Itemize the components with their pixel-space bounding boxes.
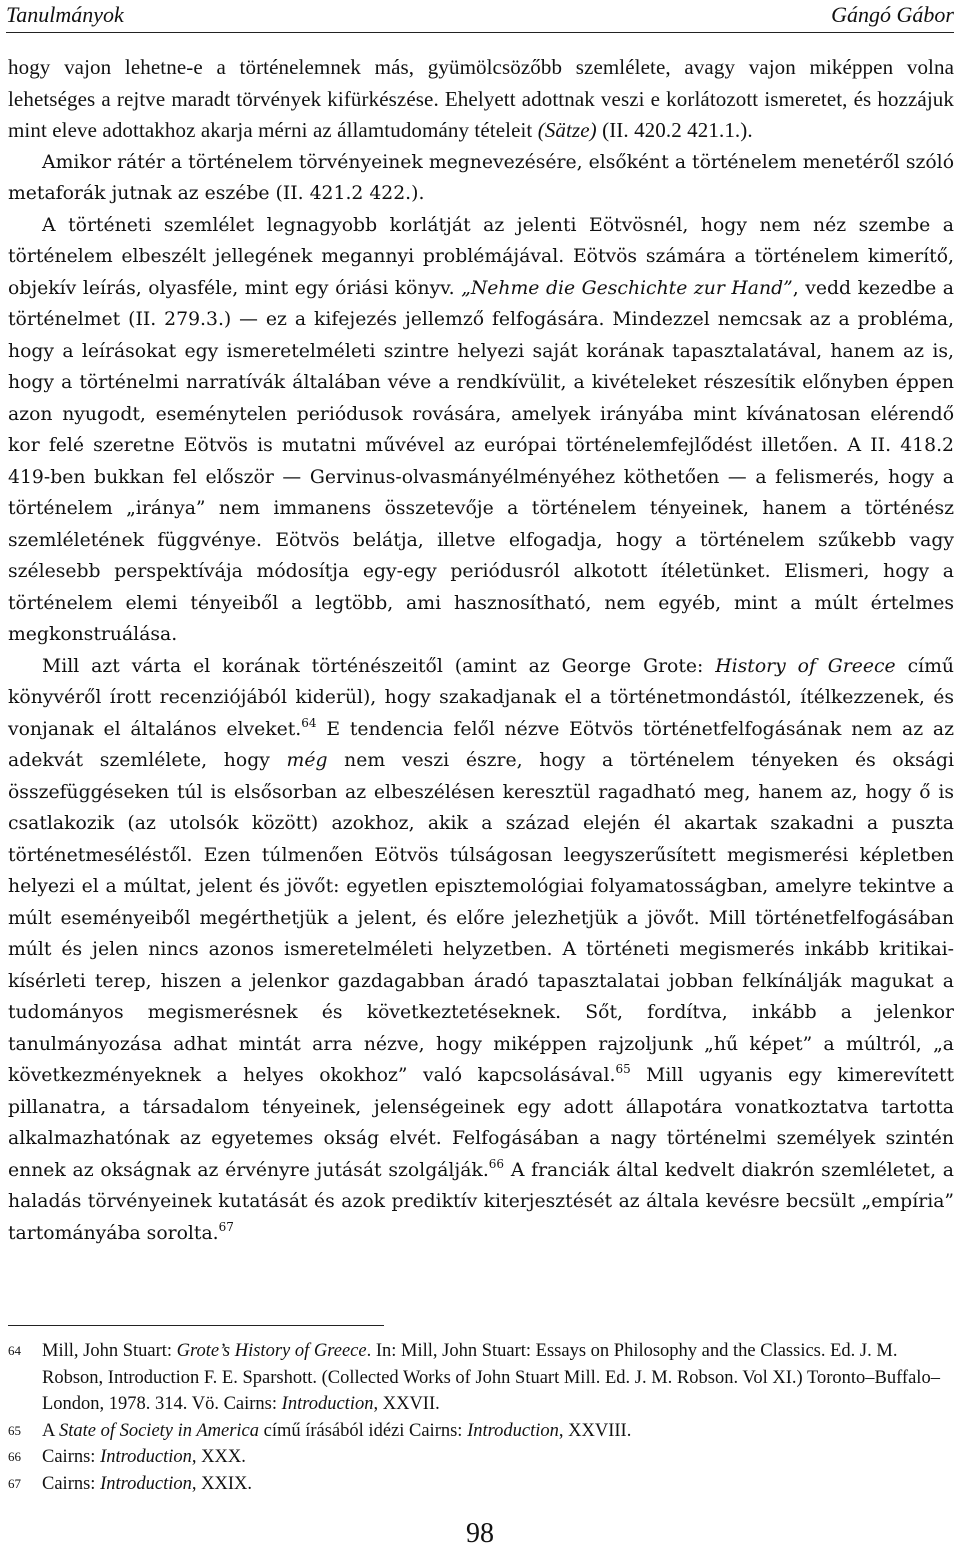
italic-text: State of Society in America xyxy=(58,1420,259,1441)
text-span: A xyxy=(42,1420,59,1441)
text-span: Mill azt várta el korának történészeitől (amint az George Grote: xyxy=(42,655,716,677)
footnote-number: 65 xyxy=(8,1422,21,1438)
italic-text: Introduction xyxy=(467,1420,559,1441)
text-span: , XXIX. xyxy=(191,1473,253,1494)
text-span: , XXX. xyxy=(191,1447,246,1467)
italic-text: még xyxy=(286,750,328,771)
footnote-ref-67[interactable]: 67 xyxy=(218,1219,234,1234)
footnote-65 xyxy=(8,1418,954,1445)
italic-text: Introduction xyxy=(100,1473,192,1494)
text-span: című könyvéről írott recenziójából kiderül), hogy szakadjanak el a történetmondástól, ítélkezzenek, és vonjanak el általános elveket. xyxy=(8,655,954,740)
text-span: Cairns: xyxy=(42,1473,101,1494)
footnote-number: 64 xyxy=(8,1343,21,1358)
text-span: , XXVII. xyxy=(373,1394,440,1414)
section-title: Tanulmányok xyxy=(6,2,124,27)
text-span: hogy vajon lehetne-e a történelemnek más, gyümölcsözőbb szemlélete, avagy vajon miképpen volna lehetséges a rejtve maradt törvények kifürkészése. Ehelyett adottnak veszi e korlátozott ismeretet, és hozzájuk mint eleve adottakhoz akarja mérni az államtudomány tételeit xyxy=(8,55,954,142)
paragraph-4 xyxy=(8,651,954,1250)
paragraph-1 xyxy=(8,52,954,147)
italic-text: Introduction xyxy=(100,1447,192,1467)
footnote-ref-66[interactable]: 66 xyxy=(488,1156,505,1171)
text-span: (II. 420.2 421.1.). xyxy=(596,118,753,142)
footnote-number: 66 xyxy=(8,1449,21,1464)
paragraph-2: Amikor rátér a történelem törvényeinek megnevezésére, elsőként a történelem menetéről szóló metaforák jutnak az eszébe (II. 421.2 422.). xyxy=(8,151,954,204)
text-span: Mill, John Stuart: xyxy=(42,1341,177,1361)
running-header xyxy=(6,0,954,33)
text-span: A történeti szemlélet legnagyobb korlátját az jelenti Eötvösnél, hogy nem néz szembe a történelem elbeszélt jellegének megannyi problémájával. Eötvös számára a történelem kimerítő, objekív leírás, olyasféle, mint egy óriási könyv. xyxy=(8,214,954,299)
footnote-divider xyxy=(8,1325,384,1326)
italic-text: „Nehme die Geschichte zur Hand” xyxy=(461,277,793,299)
text-span: című írásából idézi Cairns: xyxy=(259,1420,468,1441)
footnotes xyxy=(8,1338,954,1497)
body-text xyxy=(8,52,954,1249)
text-span: nem veszi észre, hogy a történelem tényeken és oksági összefüggéseken túl is elsősorban az elbeszélésen keresztül ragadható meg, hanem az, hogy ő is csatlakozik (az utolsók között) azokhoz, akik a század elején él akartak szakadni a puszta történetmeséléstől. Ezen túlmenően Eötvös túlságosan leegyszerűsített megismerési képletben helyezi el a múltat, jelent és jövőt: egyetlen episztemológiai folyamatosságban, amelyre tekintve a múlt eseményeiből megérthetjük a jelent, és előre jelezhetjük a jövőt. Mill történetfelfogásában múlt és jelen nincs azonos ismeretelméleti helyzetben. A történeti megismerés inkább kritikai-kísérleti terep, hiszen a jelenkor gazdagabban áradó tapasztalatai jobban felkínálják magukat a tudományos megismerésnek és következtetéseknek. Sőt, fordítva, inkább a jelenkor tanulmányozása adhat mintát arra nézve, hogy miképpen rajzoljunk „hű képet” a múltról, „a következményeknek a helyes okokhoz” való kapcsolásával. xyxy=(8,750,954,1086)
text-span: , vedd kezedbe a történelmet (II. 279.3.) — ez a kifejezés jellemző felfogására. Mindezzel nemcsak az a probléma, hogy a leírásokat egy ismeretelméleti szintre helyezi saját korának tapasztalatával, hanem az is, hogy a történelmi narratívák általában véve a rendkívülit, a kivételeket részesítik előnyben éppen azon nyugodt, eseménytelen periódusok rovására, amelyek irányába mint kívánatosan elérendő kor felé szeretne Eötvös is mutatni művével az európai történelemfejlődést illetően. A II. 418.2 419-ben bukkan fel először — Gervinus-olvasmányélményéhez köthetően — a felismerés, hogy a történelem „iránya” nem immanens összetevője a történelem tényeinek, hanem a történész szemléletének függvénye. Eötvös belátja, illetve elfogadja, hogy a történelem szűkebb vagy szélesebb perspektívája módosítja egy-egy periódusról alkotott ítéletünket. Elismeri, hogy a történelem elemi tényeiből a legtöbb, ami hasznosítható, nem egyéb, mint a múlt értelmes megkonstruálása. xyxy=(8,277,954,645)
italic-text: (Sätze) xyxy=(537,118,597,142)
footnote-67 xyxy=(8,1471,954,1498)
text-span: Cairns: xyxy=(42,1447,101,1467)
footnote-66 xyxy=(8,1444,954,1471)
text-span: . In: Mill, John Stuart: Essays on Philosophy and the Classics. Ed. J. M. Robson, Introduction F. E. Sparshott. (Collected Works of John Stuart Mill. Ed. J. M. Robson. Vol XI.) Toronto–Buffalo–London, 1978. 314. Vö. Cairns: xyxy=(42,1341,940,1414)
italic-text: History of Greece xyxy=(715,655,896,677)
footnote-ref-64[interactable]: 64 xyxy=(301,715,317,730)
text-span: , XXVIII. xyxy=(558,1420,632,1441)
text-span: A franciák által kedvelt diakrón szemléletet, a haladás törvényeinek kutatását és azok prediktív kiterjesztését az általa kevésre becsült „empíria” tartományába sorolta. xyxy=(8,1159,955,1244)
italic-text: Introduction xyxy=(281,1394,374,1414)
page-number: 98 xyxy=(466,1518,494,1549)
paragraph-3 xyxy=(8,210,954,651)
footnote-ref-65[interactable]: 65 xyxy=(615,1062,631,1076)
italic-text: Grote’s History of Greece xyxy=(176,1341,367,1361)
author-name: Gángó Gábor xyxy=(831,2,954,27)
footnote-number: 67 xyxy=(8,1475,21,1491)
text-span: Mill ugyanis egy kimerevített pillanatra, a társadalom tényeinek, jelenségeinek egy adott állapotára vonatkoztatva tartotta alkalmazhatónak az egyetemes okság elvét. Felfogásában a nagy történelmi személyek szintén ennek az okságnak az érvényre jutását szolgálják. xyxy=(8,1065,954,1181)
text-span: E tendencia felől nézve Eötvös történetfelfogásának nem az az adekvát szemlélete, hogy xyxy=(8,718,955,771)
footnote-64 xyxy=(8,1338,954,1418)
